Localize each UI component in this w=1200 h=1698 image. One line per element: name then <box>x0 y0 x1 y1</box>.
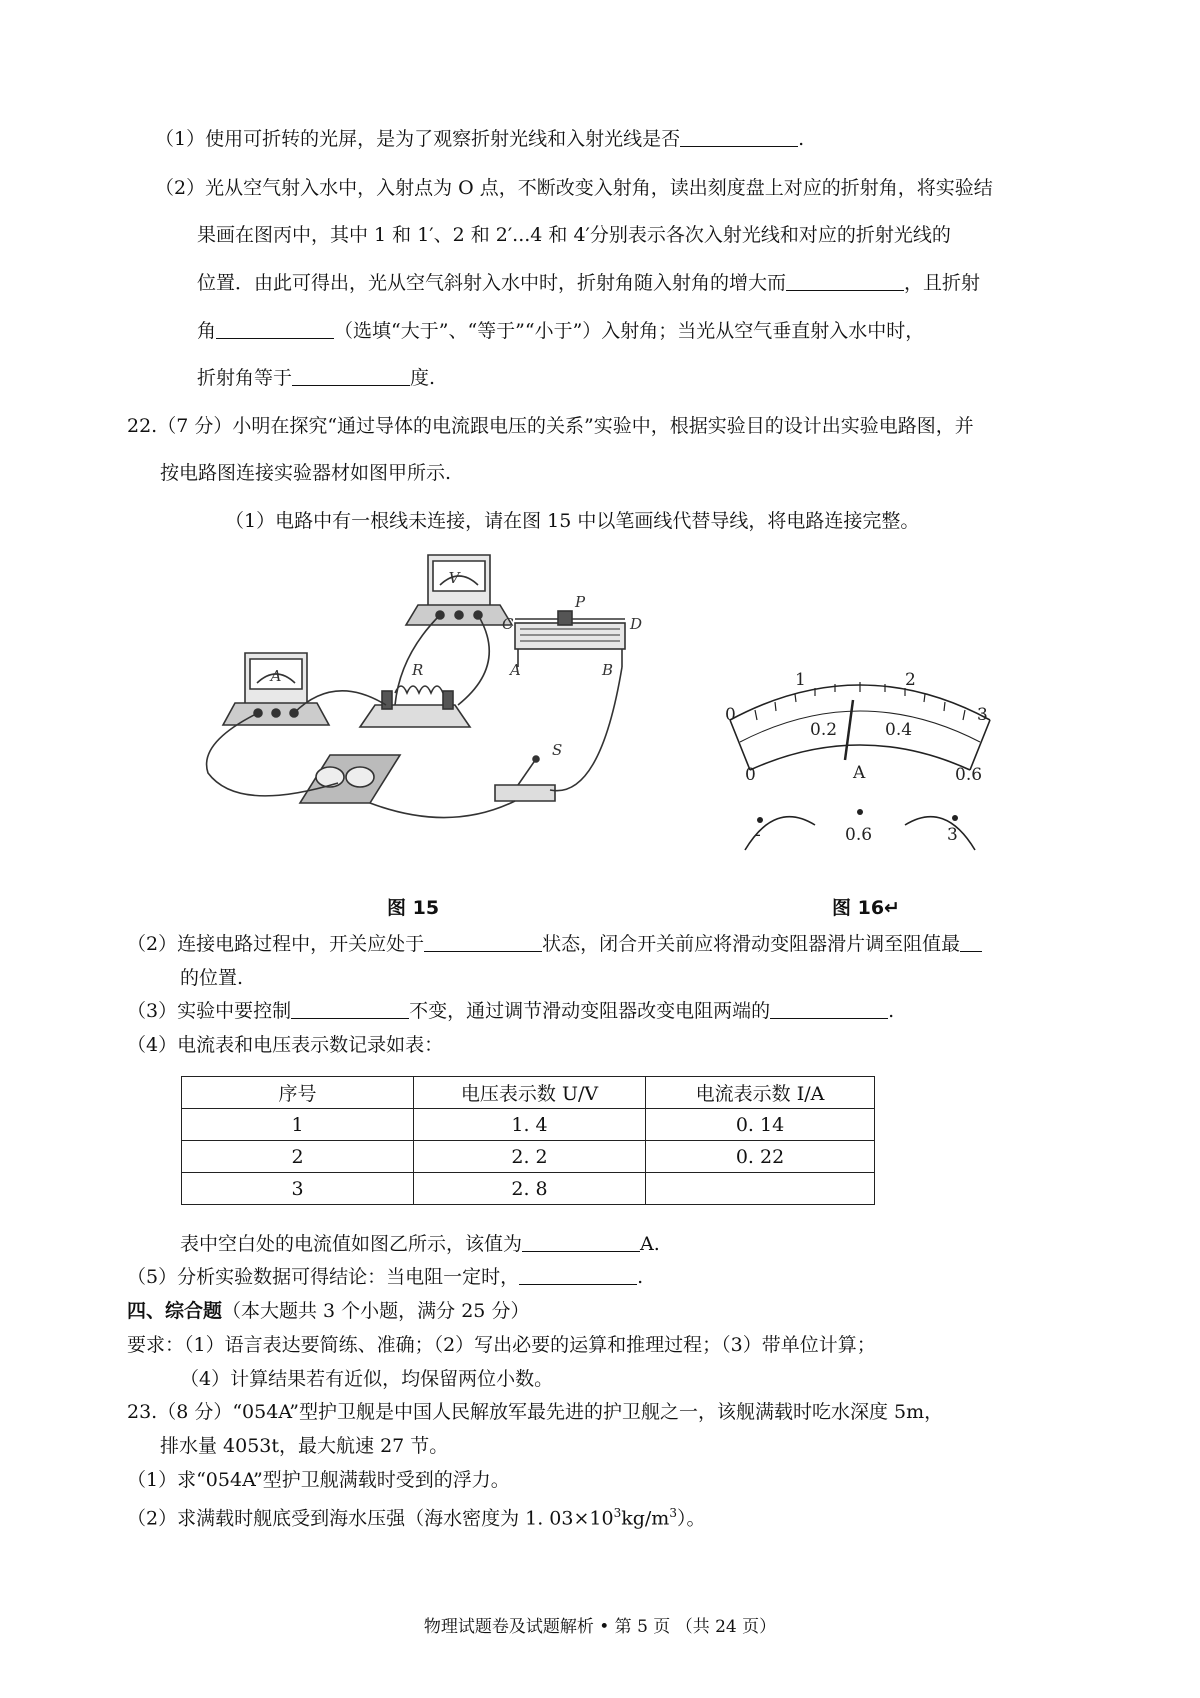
section-4-requirements-line2: （4）计算结果若有近似，均保留两位小数。 <box>180 1368 554 1390</box>
dial-bottom-tick-0: 0 <box>745 765 756 785</box>
q22-part2-line1: （2）连接电路过程中，开关应处于 状态，闭合开关前应将滑动变阻器滑片调至阻值最 <box>127 931 982 957</box>
rheostat-C-label: C <box>502 615 514 633</box>
switch <box>495 756 555 801</box>
answer-blank[interactable] <box>770 998 888 1019</box>
page-footer: 物理试题卷及试题解析 • 第 5 页 （共 24 页） <box>423 1617 777 1637</box>
dial-top-tick-1: 1 <box>795 670 806 690</box>
section-4-heading: 四、综合题（本大题共 3 个小题，满分 25 分） <box>127 1300 530 1322</box>
table-cell: 2 <box>182 1141 414 1173</box>
q22-intro-line2: 按电路图连接实验器材如图甲所示. <box>160 462 452 484</box>
section-4-requirements-line1: 要求：（1）语言表达要简练、准确；（2）写出必要的运算和推理过程；（3）带单位计算； <box>127 1334 876 1356</box>
table-cell: 3 <box>182 1173 414 1205</box>
dial-top-tick-2: 2 <box>905 670 916 690</box>
table-header: 电压表示数 U/V <box>414 1077 646 1109</box>
answer-blank[interactable] <box>424 931 542 952</box>
answer-blank[interactable] <box>519 1264 637 1285</box>
terminal-0.6-label: 0.6 <box>845 825 873 845</box>
dial-bottom-tick-0.2: 0.2 <box>810 720 838 740</box>
q22-intro-line1: 22.（7 分）小明在探究“通过导体的电流跟电压的关系”实验中，根据实验目的设计出实验电路图，并 <box>127 415 974 437</box>
q22-part1: （1）电路中有一根线未连接，请在图 15 中以笔画线代替导线，将电路连接完整。 <box>225 510 920 532</box>
table-cell[interactable] <box>646 1173 875 1205</box>
answer-blank[interactable] <box>522 1231 640 1252</box>
rheostat-P-label: P <box>575 593 586 611</box>
q23-line2: 排水量 4053t，最大航速 27 节。 <box>160 1435 449 1457</box>
data-table <box>181 1076 875 1205</box>
table-row <box>182 1141 875 1173</box>
resistor-label: R <box>412 661 424 679</box>
terminal-negative-label: - <box>755 825 761 845</box>
q22-part2-line2: 的位置. <box>180 967 244 989</box>
table-cell: 2. 8 <box>414 1173 646 1205</box>
ammeter-label: A <box>270 667 282 685</box>
table-cell: 1 <box>182 1109 414 1141</box>
table-row <box>182 1173 875 1205</box>
answer-blank[interactable] <box>291 998 409 1019</box>
figure-15-caption: 图 15 <box>387 897 440 919</box>
rheostat <box>515 611 625 667</box>
voltmeter-label: V <box>448 569 460 587</box>
battery-box <box>300 755 400 803</box>
q23-part1: （1）求“054A”型护卫舰满载时受到的浮力。 <box>127 1469 510 1491</box>
q21-part2-line5: 折射角等于 度. <box>197 367 436 389</box>
q23-line1: 23.（8 分）“054A”型护卫舰是中国人民解放军最先进的护卫舰之一，该舰满载时吃水深度 5m， <box>127 1401 944 1423</box>
q22-part4: （4）电流表和电压表示数记录如表： <box>127 1034 444 1056</box>
rheostat-D-label: D <box>630 615 643 633</box>
table-cell: 1. 4 <box>414 1109 646 1141</box>
answer-blank[interactable] <box>786 270 904 291</box>
dial-unit-label: A <box>853 763 866 783</box>
table-row <box>182 1109 875 1141</box>
dial-top-tick-3: 3 <box>977 705 988 725</box>
answer-blank[interactable] <box>292 365 410 386</box>
dial-bottom-tick-0.6: 0.6 <box>955 765 983 785</box>
q22-part4-note: 表中空白处的电流值如图乙所示，该值为 A. <box>180 1233 660 1255</box>
ammeter <box>223 653 329 725</box>
rheostat-A-label: A <box>510 661 521 679</box>
figure-16-ammeter-dial <box>715 650 1005 870</box>
dial-top-tick-0: 0 <box>725 705 736 725</box>
table-cell: 0. 22 <box>646 1141 875 1173</box>
voltmeter <box>406 555 512 625</box>
figure-16-caption: 图 16↵ <box>832 897 900 919</box>
answer-blank[interactable] <box>960 931 982 952</box>
table-header: 电流表示数 I/A <box>646 1077 875 1109</box>
q21-part2-line1: （2）光从空气射入水中，入射点为 O 点，不断改变入射角，读出刻度盘上对应的折射角，将实验结 <box>155 177 993 199</box>
dial-bottom-tick-0.4: 0.4 <box>885 720 913 740</box>
table-cell: 2. 2 <box>414 1141 646 1173</box>
rheostat-B-label: B <box>602 661 614 679</box>
answer-blank[interactable] <box>216 318 334 339</box>
table-header-row <box>182 1077 875 1109</box>
switch-label: S <box>552 741 563 759</box>
q21-part2-line4: 角 （选填“大于”、“等于”“小于”）入射角；当光从空气垂直射入水中时， <box>197 320 925 342</box>
table-header: 序号 <box>182 1077 414 1109</box>
q22-part5: （5）分析实验数据可得结论：当电阻一定时， . <box>127 1266 644 1288</box>
q21-part2-line2: 果画在图丙中，其中 1 和 1′、2 和 2′...4 和 4′分别表示各次入射光线和对应的折射光线的 <box>197 224 951 246</box>
resistor-board <box>360 686 470 727</box>
table-cell: 0. 14 <box>646 1109 875 1141</box>
answer-blank[interactable] <box>680 126 798 147</box>
q21-part1: （1）使用可折转的光屏，是为了观察折射光线和入射光线是否 . <box>155 128 805 150</box>
q21-part2-line3: 位置．由此可得出，光从空气斜射入水中时，折射角随入射角的增大而 ，且折射 <box>197 272 981 294</box>
figure-15-circuit <box>200 545 720 875</box>
terminal-3-label: 3 <box>947 825 958 845</box>
q23-part2: （2）求满载时舰底受到海水压强（海水密度为 1. $03\times 10^3kg/m^3$）。 <box>127 1506 706 1530</box>
q22-part3: （3）实验中要控制 不变，通过调节滑动变阻器改变电阻两端的 . <box>127 1000 895 1022</box>
